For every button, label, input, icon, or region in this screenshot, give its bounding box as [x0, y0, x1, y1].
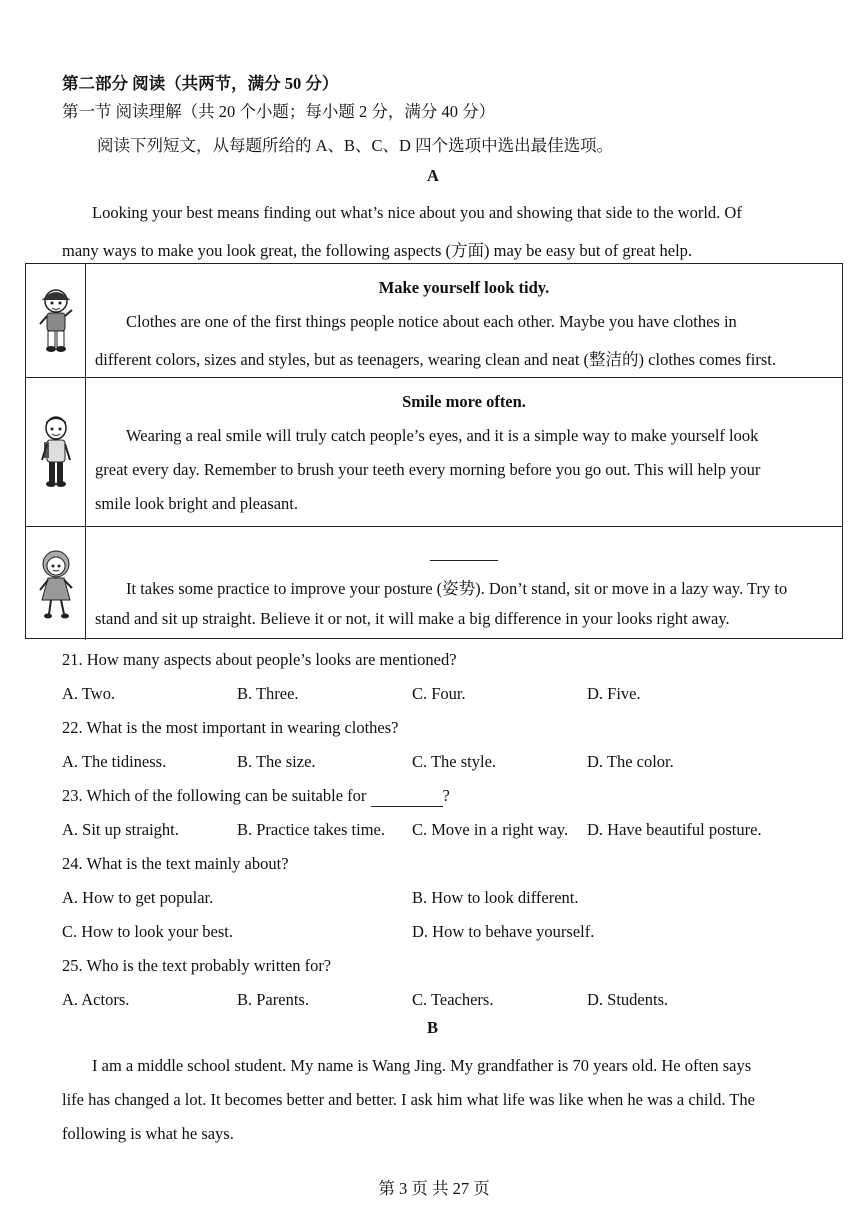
boy-with-cap-cartoon-icon — [26, 264, 86, 377]
instruction: 阅读下列短文，从每题所给的 A、B、C、D 四个选项中选出最佳选项。 — [97, 136, 614, 155]
question-stem: 22. What is the most important in wearing clothes? — [62, 718, 399, 737]
aspect-text-line: It takes some practice to improve your posture (姿势). Don’t stand, sit or move in a lazy way. Try to — [126, 579, 788, 598]
option: A. Two. — [62, 684, 116, 703]
aspect-text-line: stand and sit up straight. Believe it or not, it will make a big difference in your looks right away. — [95, 609, 730, 628]
option: D. Students. — [587, 990, 669, 1009]
option: C. Move in a right way. — [412, 820, 569, 839]
table-row — [26, 264, 842, 378]
passage-b-heading: B — [427, 1018, 439, 1037]
option: C. The style. — [412, 752, 497, 771]
option: B. Parents. — [237, 990, 309, 1009]
question-stem: 25. Who is the text probably written for? — [62, 956, 332, 975]
page-footer: 第 3 页 共 27 页 — [378, 1179, 490, 1198]
question-stem: 23. Which of the following can be suitable for ? — [62, 786, 450, 805]
section-title: 第二部分 阅读（共两节，满分 50 分） — [62, 74, 339, 93]
aspect-title: Make yourself look tidy. — [378, 278, 550, 297]
passage-b-line: I am a middle school student. My name is Wang Jing. My grandfather is 70 years old. He often says — [92, 1056, 752, 1075]
option: D. Have beautiful posture. — [587, 820, 762, 839]
option: B. The size. — [237, 752, 316, 771]
aspect-text-line: Clothes are one of the first things people notice about each other. Maybe you have clothes in — [126, 312, 737, 331]
aspects-table — [25, 263, 843, 639]
option: C. How to look your best. — [62, 922, 233, 941]
option: A. Sit up straight. — [62, 820, 179, 839]
aspect-text-line: smile look bright and pleasant. — [95, 494, 299, 513]
aspect-title: Smile more often. — [402, 392, 526, 411]
option: D. Five. — [587, 684, 641, 703]
passage-b-line: life has changed a lot. It becomes better and better. I ask him what life was like when he was a child. The — [62, 1090, 755, 1109]
option: D. How to behave yourself. — [412, 922, 595, 941]
aspect-text-line: different colors, sizes and styles, but as teenagers, wearing clean and neat (整洁的) clothes comes first. — [95, 350, 777, 369]
aspect-text-line: great every day. Remember to brush your teeth every morning before you go out. This will help your — [95, 460, 761, 479]
question-stem: 24. What is the text mainly about? — [62, 854, 289, 873]
passage-a-heading: A — [427, 166, 439, 185]
subsection-title: 第一节 阅读理解（共 20 个小题；每小题 2 分，满分 40 分） — [62, 102, 496, 121]
option: B. How to look different. — [412, 888, 579, 907]
option: A. The tidiness. — [62, 752, 167, 771]
aspect-title-blank — [86, 549, 842, 569]
aspect-text-line: Wearing a real smile will truly catch people’s eyes, and it is a simple way to make yourself look — [126, 426, 759, 445]
option: D. The color. — [587, 752, 674, 771]
boy-with-backpack-cartoon-icon — [26, 378, 86, 526]
girl-cartoon-icon — [26, 527, 86, 640]
table-row — [26, 378, 842, 527]
option: A. How to get popular. — [62, 888, 214, 907]
option: C. Teachers. — [412, 990, 494, 1009]
option: C. Four. — [412, 684, 466, 703]
passage-b-line: following is what he says. — [62, 1124, 234, 1143]
question-stem: 21. How many aspects about people’s looks are mentioned? — [62, 650, 457, 669]
option: B. Three. — [237, 684, 299, 703]
passage-a-intro-line1: Looking your best means finding out what’s nice about you and showing that side to the world. Of — [92, 203, 742, 222]
option: B. Practice takes time. — [237, 820, 385, 839]
passage-a-intro-line2: many ways to make you look great, the following aspects (方面) may be easy but of great help. — [62, 241, 693, 260]
table-row — [26, 527, 842, 640]
option: A. Actors. — [62, 990, 130, 1009]
